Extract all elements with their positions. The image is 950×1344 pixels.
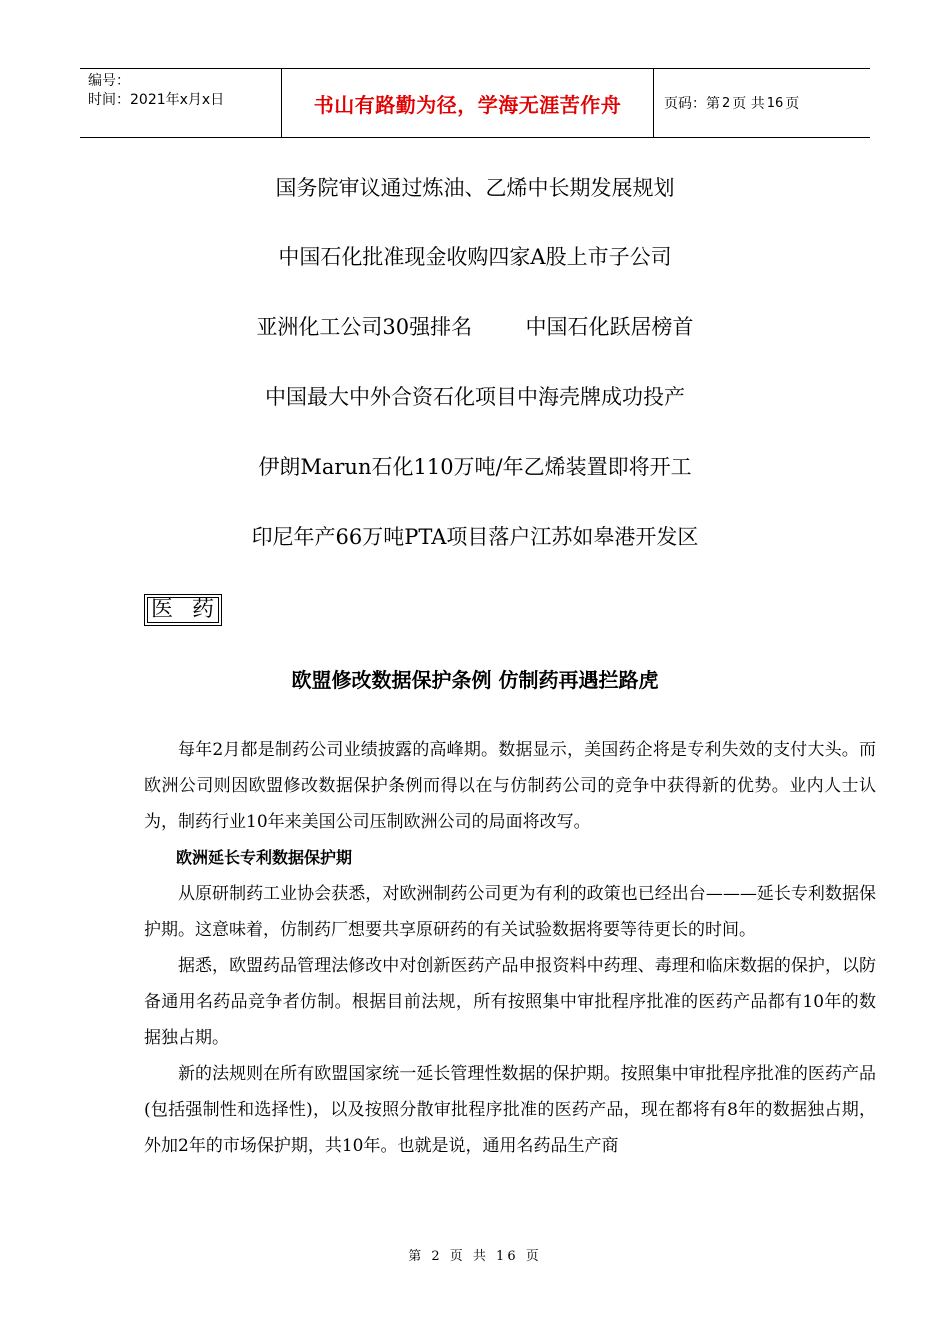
article-subheading: 欧洲延长专利数据保护期 bbox=[176, 848, 353, 867]
header-time-label: 时间：2021年x月x日 bbox=[88, 92, 225, 108]
article-paragraph: 从原研制药工业协会获悉，对欧洲制药公司更为有利的政策也已经出台———延长专利数据保护期。这意味着，仿制药厂想要共享原研药的有关试验数据将要等待更长的时间。 bbox=[144, 884, 876, 940]
section-label-char: 医 bbox=[151, 597, 174, 622]
header-page-total: 16 bbox=[766, 95, 784, 111]
headline-item: 中国最大中外合资石化项目中海壳牌成功投产 bbox=[265, 385, 685, 409]
header-page-mid: 页 共 bbox=[732, 96, 765, 112]
article-paragraph: 据悉，欧盟药品管理法修改中对创新医药产品申报资料中药理、毒理和临床数据的保护，以防备通用名药品竞争者仿制。根据目前法规，所有按照集中审批程序批准的医药产品都有10年的数据独占期。 bbox=[144, 956, 876, 1048]
page-header bbox=[80, 68, 870, 138]
headline-item: 印尼年产66万吨PTA项目落户江苏如皋港开发区 bbox=[251, 525, 699, 549]
header-page-suffix: 页 bbox=[785, 96, 800, 112]
header-motto: 书山有路勤为径，学海无涯苦作舟 bbox=[282, 69, 654, 137]
headline-item: 伊朗Marun石化110万吨/年乙烯装置即将开工 bbox=[258, 455, 692, 479]
page-footer: 第 2 页 共 16 页 bbox=[408, 1249, 542, 1264]
header-number-label: 编号： bbox=[88, 73, 130, 89]
article-title: 欧盟修改数据保护条例 仿制药再遇拦路虎 bbox=[291, 668, 659, 692]
article-body bbox=[144, 732, 876, 1164]
header-meta bbox=[80, 69, 282, 137]
section-label-box bbox=[144, 594, 222, 626]
header-page-current: 2 bbox=[722, 95, 731, 111]
section-label-char: 药 bbox=[191, 597, 214, 622]
headline-item: 国务院审议通过炼油、乙烯中长期发展规划 bbox=[275, 176, 675, 200]
header-page-info bbox=[654, 69, 870, 137]
section-label bbox=[147, 597, 219, 623]
headline-item: 中国石化批准现金收购四家A股上市子公司 bbox=[278, 245, 672, 269]
headline-item: 亚洲化工公司30强排名 中国石化跃居榜首 bbox=[256, 315, 694, 339]
article-paragraph: 新的法规则在所有欧盟国家统一延长管理性数据的保护期。按照集中审批程序批准的医药产品(包括强制性和选择性)，以及按照分散审批程序批准的医药产品，现在都将有8年的数据独占期，外加2年的市场保护期，共10年。也就是说，通用名药品生产商 bbox=[144, 1064, 876, 1156]
header-page-prefix: 页码：第 bbox=[664, 96, 720, 112]
article-paragraph: 每年2月都是制药公司业绩披露的高峰期。数据显示，美国药企将是专利失效的支付大头。而欧洲公司则因欧盟修改数据保护条例而得以在与仿制药公司的竞争中获得新的优势。业内人士认为，制药行业10年来美国公司压制欧洲公司的局面将改写。 bbox=[144, 740, 876, 832]
